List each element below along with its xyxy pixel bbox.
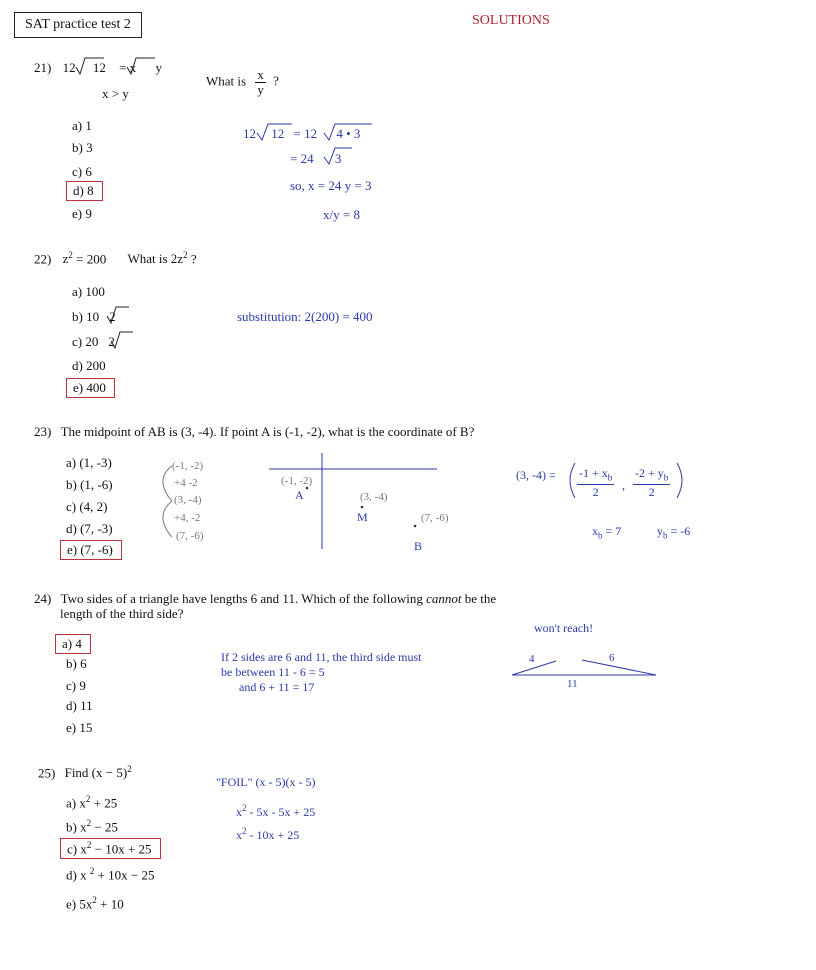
work-step: +4, -2	[174, 512, 201, 524]
num-text: -1 + x	[579, 466, 608, 480]
subscript: b	[663, 472, 669, 483]
bracket	[163, 466, 172, 501]
var: x	[592, 524, 598, 538]
result-xb	[592, 524, 621, 540]
denominator: 2	[648, 485, 655, 500]
paren-right	[677, 463, 682, 498]
option-d[interactable]	[66, 866, 155, 883]
numerator	[633, 466, 670, 485]
option-text: c) 20	[72, 334, 99, 349]
graph-label-b-coord: (7, -6)	[421, 512, 449, 524]
numerator	[577, 466, 614, 485]
sol-part: - 10x + 25	[246, 828, 300, 842]
option-a[interactable]: a) 100	[72, 284, 105, 299]
question-text: The midpoint of AB is (3, -4). If point A is (-1, -2), what is the coordinate of B?	[60, 424, 475, 439]
solution-24-line2: be between 11 - 6 = 5	[221, 665, 325, 679]
exponent: 2	[92, 895, 97, 905]
option-e-answer[interactable]: e) 400	[66, 378, 115, 398]
question-emphasis: cannot	[426, 591, 462, 606]
exponent: 2	[242, 826, 247, 836]
option-a[interactable]: a) (1, -3)	[66, 455, 112, 470]
option-a-answer[interactable]: a) 4	[55, 634, 91, 654]
solution-25-step2	[236, 826, 299, 843]
sol-part: x	[236, 828, 242, 842]
result-yb	[657, 524, 690, 540]
question-number: 23)	[34, 424, 52, 439]
side-6	[582, 660, 656, 675]
solution-21-line1	[243, 126, 360, 142]
denominator: y	[257, 82, 264, 97]
option-text: + 10	[96, 896, 124, 912]
option-text: b) x	[66, 819, 87, 835]
question-text: Two sides of a triangle have lengths 6 and 11. Which of the following	[60, 591, 427, 606]
exponent: 2	[89, 866, 95, 876]
option-c-answer[interactable]	[60, 838, 161, 859]
work-step: (7, -6)	[176, 530, 204, 542]
exponent: 2	[86, 840, 92, 850]
sol-part: - 5x - 5x + 25	[246, 805, 316, 819]
option-c[interactable]: c) 6	[72, 164, 92, 179]
solution-21-line4: x/y = 8	[323, 207, 360, 222]
option-text: a) x	[66, 795, 86, 811]
graph-label-b: B	[414, 539, 423, 553]
option-e-answer[interactable]: e) (7, -6)	[60, 540, 122, 560]
subscript: b	[598, 530, 603, 541]
option-text: d) x	[66, 867, 90, 883]
exponent: 2	[86, 818, 92, 828]
num-text: -2 + y	[635, 466, 664, 480]
denominator: 2	[592, 485, 599, 500]
question-text: Find (x − 5)	[64, 765, 128, 781]
ask-text: ?	[273, 73, 279, 89]
side-label-11: 11	[567, 678, 578, 690]
radicand: 2	[109, 309, 116, 324]
sol-part: 12	[243, 126, 256, 141]
work-step: +4 -2	[174, 477, 198, 489]
point-m	[361, 506, 364, 509]
option-text: e) 5x	[66, 896, 93, 912]
option-e[interactable]: e) 15	[66, 720, 93, 735]
ask-text: What is	[206, 73, 247, 89]
graph-label-m-coord: (3, -4)	[360, 491, 388, 503]
work-step: (-1, -2)	[172, 460, 204, 472]
option-b[interactable]: b) 6	[66, 656, 87, 671]
option-text: + 25	[90, 795, 118, 811]
solution-25-step1	[236, 803, 315, 820]
page-title: SAT practice test 2	[14, 12, 142, 38]
point-a	[306, 487, 309, 490]
question-25	[38, 764, 132, 781]
value: = -6	[667, 524, 691, 538]
solution-22: substitution: 2(200) = 400	[237, 309, 373, 324]
option-b[interactable]	[72, 309, 116, 325]
solutions-label: SOLUTIONS	[472, 13, 550, 28]
side-label-6: 6	[609, 652, 615, 664]
eq-part: y	[155, 60, 162, 75]
question-21-ask	[206, 68, 279, 97]
subscript: b	[663, 530, 668, 541]
option-text: + 10x − 25	[94, 867, 155, 883]
option-e[interactable]: e) 9	[72, 206, 92, 221]
sol-part: 3	[334, 151, 342, 166]
option-a[interactable]	[66, 794, 117, 811]
option-d[interactable]: d) (7, -3)	[66, 521, 113, 536]
sol-part: = 12	[293, 126, 318, 141]
eq-part: 12	[92, 60, 106, 75]
option-b[interactable]	[66, 818, 118, 835]
option-text: c) x	[67, 841, 87, 857]
eq-part: 12	[62, 60, 76, 75]
solution-21-line2	[290, 151, 341, 167]
question-number: 22)	[34, 251, 52, 267]
solution-21-line3: so, x = 24 y = 3	[290, 178, 372, 193]
option-d[interactable]: d) 11	[66, 698, 93, 713]
option-c[interactable]: c) (4, 2)	[66, 499, 108, 514]
option-a[interactable]: a) 1	[72, 118, 92, 133]
eq-part: = 200	[76, 251, 107, 267]
midpoint-fraction-y	[633, 466, 670, 499]
midpoint-formula: (3, -4) =	[516, 468, 556, 482]
paren-left	[570, 463, 575, 498]
condition: x > y	[102, 86, 129, 101]
option-e[interactable]	[66, 895, 124, 912]
solution-24-line3: and 6 + 11 = 17	[239, 680, 315, 694]
option-text: − 25	[91, 819, 118, 835]
fraction	[255, 68, 266, 97]
option-text: − 10x + 25	[91, 841, 152, 857]
side-label-4: 4	[529, 653, 535, 665]
bracket	[163, 501, 172, 537]
question-21	[34, 60, 162, 76]
exponent: 2	[242, 803, 247, 813]
exponent: 2	[127, 764, 132, 774]
question-24-line2: length of the third side?	[60, 606, 184, 621]
value: = 7	[602, 524, 622, 538]
triangle-note: won't reach!	[534, 621, 594, 635]
question-text: be the	[461, 591, 497, 606]
subscript: b	[607, 472, 613, 483]
sol-part: x	[236, 805, 242, 819]
var: y	[657, 524, 663, 538]
question-24	[34, 591, 496, 607]
numerator: x	[257, 67, 264, 82]
sol-part: = 24	[290, 151, 314, 166]
fraction	[633, 466, 670, 499]
option-b[interactable]: b) 3	[72, 140, 93, 155]
option-c[interactable]: c) 9	[66, 678, 86, 693]
graph-label-a-coord: (-1, -2)	[281, 475, 313, 487]
sol-part: 12	[271, 126, 285, 141]
point-b	[414, 525, 417, 528]
question-23	[34, 424, 474, 440]
midpoint-fraction-x	[577, 466, 614, 499]
option-c[interactable]	[72, 334, 115, 350]
question-number: 25)	[38, 765, 56, 781]
exponent: 2	[183, 250, 188, 260]
option-d[interactable]: d) 200	[72, 358, 106, 373]
solution-24-line1: If 2 sides are 6 and 11, the third side must	[221, 650, 422, 664]
ask-text: What is 2z	[127, 251, 184, 267]
graph-label-a: A	[295, 488, 304, 502]
question-22	[34, 250, 197, 267]
option-text: b) 10	[72, 309, 100, 324]
question-number: 21)	[34, 60, 52, 75]
exponent: 2	[68, 250, 73, 260]
option-b[interactable]: b) (1, -6)	[66, 477, 113, 492]
fraction	[577, 466, 614, 499]
comma: ,	[622, 478, 625, 492]
graph-label-m: M	[357, 510, 368, 524]
solution-25-foil: "FOIL" (x - 5)(x - 5)	[216, 775, 316, 789]
radicand: 2	[108, 334, 115, 349]
sol-part: 4 • 3	[336, 126, 361, 141]
work-step: (3, -4)	[174, 494, 202, 506]
question-number: 24)	[34, 591, 52, 606]
eq-part: z	[62, 251, 69, 267]
eq-part: = x	[119, 60, 137, 75]
exponent: 2	[85, 794, 91, 804]
ask-text: ?	[187, 251, 197, 267]
option-d-answer[interactable]: d) 8	[66, 181, 103, 201]
